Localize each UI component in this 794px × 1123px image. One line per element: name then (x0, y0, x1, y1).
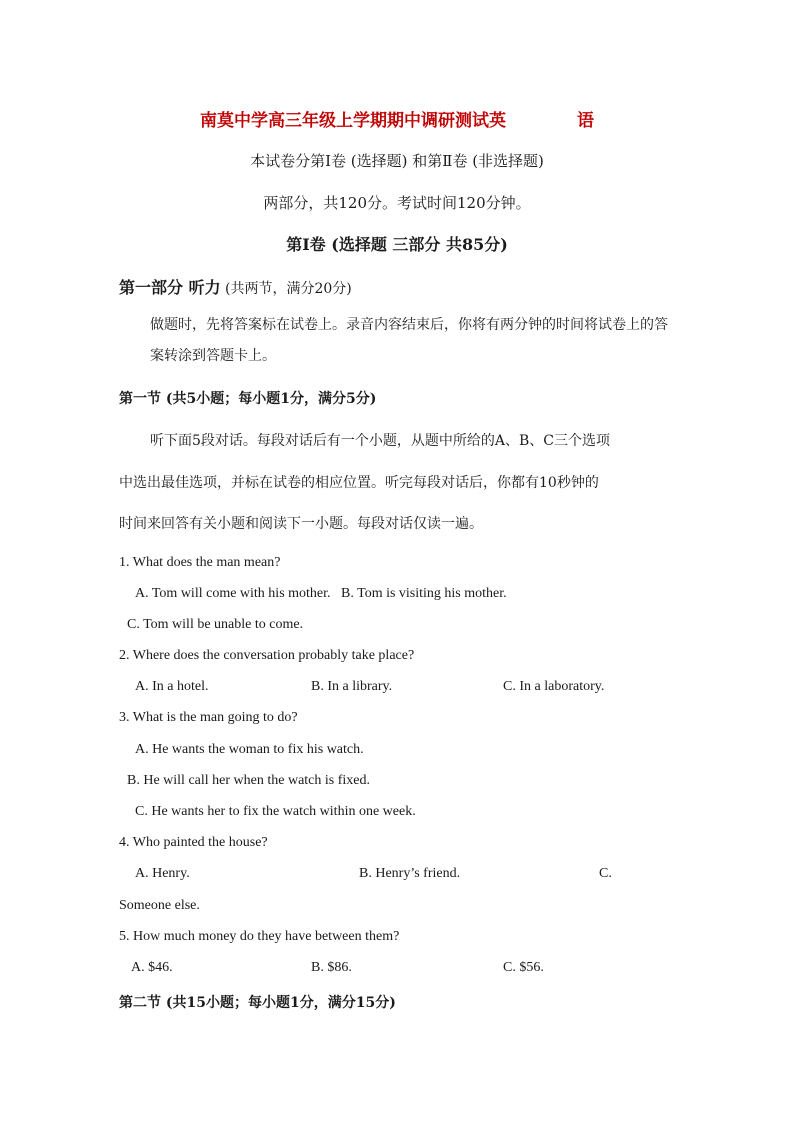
section1-directions-line-2: 中选出最佳选项，并标在试卷的相应位置。听完每段对话后，你都有10秒钟的 (119, 475, 599, 491)
question-5-option-c: C. $56. (503, 960, 544, 975)
question-3-option-b: B. He will call her when the watch is fixed. (127, 773, 370, 788)
question-4-option-c-label: C. (599, 866, 612, 881)
exam-title-end: 语 (577, 111, 594, 131)
question-4-stem: 4. Who painted the house? (119, 835, 268, 850)
question-4-option-c-text: Someone else. (119, 898, 200, 913)
question-3-option-a: A. He wants the woman to fix his watch. (135, 742, 364, 757)
question-5-stem: 5. How much money do they have between them? (119, 929, 400, 944)
part1-instruction-line-1: 做题时，先将答案标在试卷上。录音内容结束后，你将有两分钟的时间将试卷上的答 (150, 317, 668, 333)
intro-line-1: 本试卷分第Ⅰ卷 (选择题) 和第Ⅱ卷 (非选择题) (250, 152, 544, 170)
exam-title: 南莫中学高三年级上学期期中调研测试英 (200, 111, 506, 131)
section2-heading: 第二节 (共15小题；每小题1分，满分15分) (119, 995, 396, 1011)
question-2-option-b: B. In a library. (311, 679, 393, 694)
part1-note: (共两节，满分20分) (220, 281, 352, 297)
question-3-option-c: C. He wants her to fix the watch within one week. (135, 804, 416, 819)
question-2-option-a: A. In a hotel. (135, 679, 209, 694)
question-4-option-b: B. Henry’s friend. (359, 866, 461, 881)
question-1-options-ab: A. Tom will come with his mother. B. Tom is visiting his mother. (135, 586, 507, 601)
question-2-option-c: C. In a laboratory. (503, 679, 605, 694)
question-2-stem: 2. Where does the conversation probably take place? (119, 648, 415, 663)
intro-line-2: 两部分，共120分。考试时间120分钟。 (263, 194, 531, 212)
question-1-stem: 1. What does the man mean? (119, 555, 281, 570)
section1-directions-line-1: 听下面5段对话。每段对话后有一个小题，从题中所给的A、B、C三个选项 (150, 433, 611, 449)
volume-heading: 第Ⅰ卷 (选择题 三部分 共85分) (286, 235, 508, 254)
question-3-stem: 3. What is the man going to do? (119, 710, 298, 725)
section1-directions-line-3: 时间来回答有关小题和阅读下一小题。每段对话仅读一遍。 (119, 516, 483, 532)
part1-title: 第一部分 听力 (119, 278, 221, 297)
part1-instruction-line-2: 案转涂到答题卡上。 (150, 348, 276, 364)
question-5-option-a: A. $46. (131, 960, 173, 975)
section1-heading: 第一节 (共5小题；每小题1分，满分5分) (119, 391, 377, 407)
question-4-option-a: A. Henry. (135, 866, 190, 881)
question-5-option-b: B. $86. (311, 960, 352, 975)
part1-heading (119, 280, 352, 296)
question-1-option-c: C. Tom will be unable to come. (127, 617, 304, 632)
